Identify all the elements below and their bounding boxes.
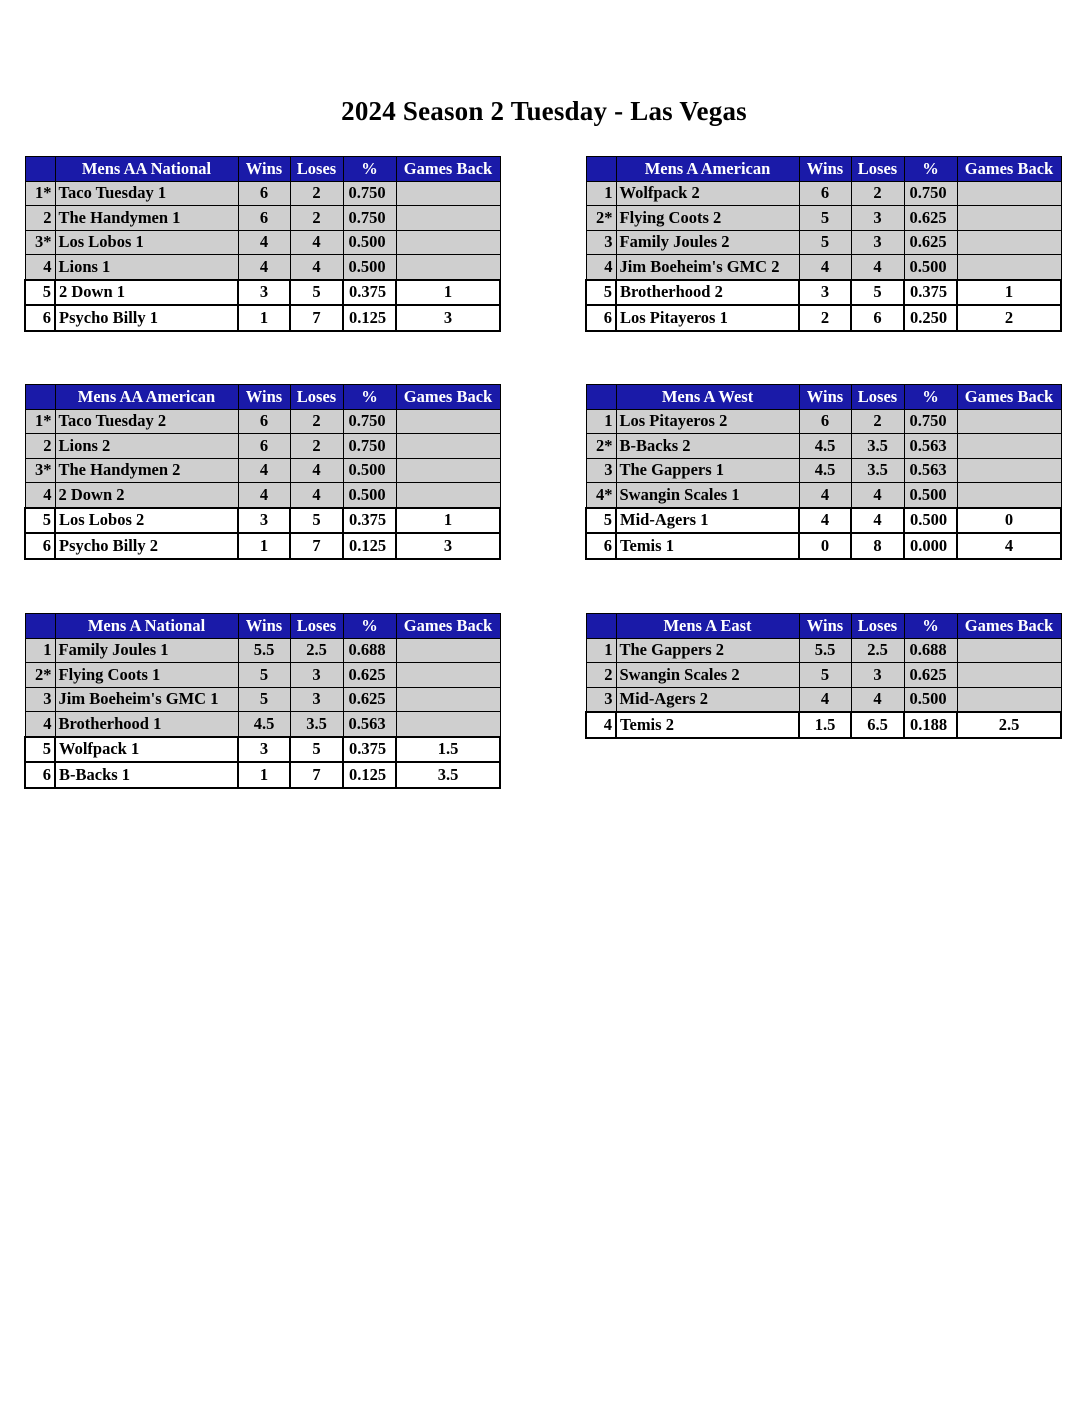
wins-cell: 2	[799, 305, 851, 331]
games-back-cell	[396, 687, 500, 712]
pct-cell: 0.563	[904, 458, 957, 483]
games-back-cell	[957, 663, 1061, 688]
wins-cell: 6	[238, 409, 290, 434]
team-name-cell: Taco Tuesday 2	[55, 409, 238, 434]
team-name-cell: Los Pitayeros 2	[616, 409, 799, 434]
table-row	[586, 712, 1061, 738]
page-title: 2024 Season 2 Tuesday - Las Vegas	[341, 96, 747, 126]
loses-header: Loses	[851, 385, 904, 410]
pct-cell: 0.750	[343, 434, 396, 459]
wins-header: Wins	[238, 614, 290, 639]
pct-header: %	[343, 385, 396, 410]
pct-cell: 0.500	[343, 458, 396, 483]
rank-cell: 2	[25, 434, 55, 459]
rank-cell: 4	[586, 255, 616, 280]
pct-cell: 0.500	[904, 508, 957, 534]
team-name-cell: The Gappers 1	[616, 458, 799, 483]
wins-cell: 5	[799, 230, 851, 255]
division-table	[24, 613, 501, 789]
rank-cell: 6	[25, 305, 55, 331]
pct-cell: 0.688	[904, 638, 957, 663]
team-name-cell: Psycho Billy 2	[55, 533, 238, 559]
wins-cell: 4	[799, 483, 851, 508]
table-row	[25, 181, 500, 206]
loses-cell: 4	[290, 458, 343, 483]
games-back-cell	[396, 712, 500, 737]
team-name-cell: Wolfpack 1	[55, 737, 238, 763]
loses-cell: 3	[851, 663, 904, 688]
games-back-cell: 1	[957, 280, 1061, 306]
games-back-header: Games Back	[957, 385, 1061, 410]
loses-cell: 4	[851, 687, 904, 712]
pct-cell: 0.000	[904, 533, 957, 559]
rank-cell: 5	[586, 508, 616, 534]
wins-cell: 5.5	[238, 638, 290, 663]
division-name: Mens AA National	[55, 157, 238, 182]
loses-cell: 3.5	[290, 712, 343, 737]
wins-cell: 5	[238, 687, 290, 712]
loses-cell: 2	[290, 206, 343, 231]
team-name-cell: Lions 2	[55, 434, 238, 459]
table-row	[25, 687, 500, 712]
loses-header: Loses	[290, 614, 343, 639]
table-row	[586, 434, 1061, 459]
rank-cell: 1	[586, 409, 616, 434]
pct-header: %	[904, 157, 957, 182]
table-row	[25, 230, 500, 255]
team-name-cell: 2 Down 2	[55, 483, 238, 508]
division-table	[585, 384, 1062, 560]
team-name-cell: The Gappers 2	[616, 638, 799, 663]
rank-cell: 6	[586, 533, 616, 559]
games-back-cell	[957, 687, 1061, 712]
pct-cell: 0.625	[343, 687, 396, 712]
division-table	[585, 156, 1062, 332]
games-back-cell	[396, 255, 500, 280]
wins-header: Wins	[238, 157, 290, 182]
table-row	[25, 458, 500, 483]
games-back-cell	[957, 181, 1061, 206]
rank-cell: 6	[586, 305, 616, 331]
loses-cell: 3	[851, 206, 904, 231]
games-back-cell	[396, 206, 500, 231]
team-name-cell: Swangin Scales 1	[616, 483, 799, 508]
table-row	[25, 280, 500, 306]
team-name-cell: B-Backs 1	[55, 762, 238, 788]
team-name-cell: Flying Coots 2	[616, 206, 799, 231]
loses-cell: 4	[290, 255, 343, 280]
loses-cell: 2.5	[851, 638, 904, 663]
division-header-row	[586, 614, 1061, 639]
table-row	[586, 181, 1061, 206]
pct-header: %	[904, 385, 957, 410]
rank-cell: 2*	[25, 663, 55, 688]
wins-cell: 5	[238, 663, 290, 688]
loses-cell: 3	[290, 663, 343, 688]
team-name-cell: 2 Down 1	[55, 280, 238, 306]
games-back-header: Games Back	[396, 157, 500, 182]
team-name-cell: Lions 1	[55, 255, 238, 280]
loses-header: Loses	[851, 614, 904, 639]
loses-header: Loses	[290, 385, 343, 410]
loses-cell: 5	[290, 280, 343, 306]
division-header-row	[586, 157, 1061, 182]
loses-cell: 4	[290, 230, 343, 255]
team-name-cell: Wolfpack 2	[616, 181, 799, 206]
wins-cell: 1.5	[799, 712, 851, 738]
table-row	[586, 280, 1061, 306]
pct-cell: 0.500	[904, 687, 957, 712]
rank-cell: 4	[25, 255, 55, 280]
team-name-cell: Los Pitayeros 1	[616, 305, 799, 331]
pct-cell: 0.375	[343, 280, 396, 306]
table-row	[586, 638, 1061, 663]
pct-cell: 0.125	[343, 305, 396, 331]
division-name: Mens A American	[616, 157, 799, 182]
games-back-cell: 1	[396, 280, 500, 306]
division-table	[24, 156, 501, 332]
wins-cell: 4	[799, 508, 851, 534]
rank-cell: 4	[25, 483, 55, 508]
games-back-cell	[957, 434, 1061, 459]
team-name-cell: Jim Boeheim's GMC 2	[616, 255, 799, 280]
table-row	[586, 508, 1061, 534]
pct-cell: 0.250	[904, 305, 957, 331]
games-back-cell	[396, 638, 500, 663]
games-back-cell	[396, 230, 500, 255]
games-back-cell	[396, 663, 500, 688]
table-row	[25, 712, 500, 737]
games-back-cell	[396, 181, 500, 206]
rank-cell: 1	[25, 638, 55, 663]
loses-cell: 5	[851, 280, 904, 306]
rank-cell: 1	[586, 181, 616, 206]
loses-header: Loses	[290, 157, 343, 182]
rank-cell: 2	[586, 663, 616, 688]
rank-cell: 5	[25, 737, 55, 763]
loses-cell: 4	[851, 255, 904, 280]
loses-cell: 3.5	[851, 434, 904, 459]
wins-cell: 4	[238, 230, 290, 255]
rank-header-cell	[586, 614, 616, 639]
loses-cell: 7	[290, 305, 343, 331]
table-row	[586, 230, 1061, 255]
games-back-cell	[396, 458, 500, 483]
games-back-cell	[957, 638, 1061, 663]
division-header-row	[25, 385, 500, 410]
wins-cell: 3	[238, 508, 290, 534]
wins-cell: 6	[799, 409, 851, 434]
loses-cell: 2	[290, 409, 343, 434]
wins-cell: 4	[238, 483, 290, 508]
wins-cell: 6	[799, 181, 851, 206]
wins-cell: 3	[799, 280, 851, 306]
pct-cell: 0.188	[904, 712, 957, 738]
rank-header-cell	[25, 614, 55, 639]
pct-cell: 0.750	[343, 409, 396, 434]
division-name: Mens AA American	[55, 385, 238, 410]
pct-cell: 0.750	[343, 181, 396, 206]
loses-cell: 2	[851, 409, 904, 434]
rank-cell: 2*	[586, 434, 616, 459]
division-header-row	[586, 385, 1061, 410]
pct-cell: 0.563	[904, 434, 957, 459]
wins-cell: 3	[238, 280, 290, 306]
pct-cell: 0.500	[904, 255, 957, 280]
loses-cell: 7	[290, 533, 343, 559]
wins-cell: 4	[238, 255, 290, 280]
games-back-cell	[957, 458, 1061, 483]
pct-cell: 0.750	[343, 206, 396, 231]
table-row	[586, 206, 1061, 231]
team-name-cell: Brotherhood 2	[616, 280, 799, 306]
wins-header: Wins	[238, 385, 290, 410]
rank-cell: 1*	[25, 181, 55, 206]
wins-cell: 1	[238, 762, 290, 788]
games-back-cell	[957, 255, 1061, 280]
games-back-cell: 4	[957, 533, 1061, 559]
wins-header: Wins	[799, 614, 851, 639]
rank-cell: 4*	[586, 483, 616, 508]
loses-cell: 6	[851, 305, 904, 331]
wins-cell: 5	[799, 206, 851, 231]
table-row	[25, 508, 500, 534]
loses-cell: 7	[290, 762, 343, 788]
pct-cell: 0.750	[904, 181, 957, 206]
table-row	[586, 458, 1061, 483]
loses-cell: 5	[290, 508, 343, 534]
table-row	[25, 663, 500, 688]
games-back-cell	[957, 206, 1061, 231]
table-row	[25, 305, 500, 331]
division-header-row	[25, 614, 500, 639]
pct-cell: 0.500	[343, 483, 396, 508]
team-name-cell: The Handymen 1	[55, 206, 238, 231]
division-name: Mens A West	[616, 385, 799, 410]
loses-cell: 5	[290, 737, 343, 763]
loses-cell: 2	[851, 181, 904, 206]
team-name-cell: Temis 2	[616, 712, 799, 738]
games-back-cell: 0	[957, 508, 1061, 534]
team-name-cell: The Handymen 2	[55, 458, 238, 483]
team-name-cell: Family Joules 2	[616, 230, 799, 255]
rank-header-cell	[586, 157, 616, 182]
wins-cell: 5	[799, 663, 851, 688]
rank-cell: 4	[25, 712, 55, 737]
team-name-cell: Family Joules 1	[55, 638, 238, 663]
rank-cell: 3	[586, 458, 616, 483]
loses-cell: 8	[851, 533, 904, 559]
table-row	[25, 206, 500, 231]
wins-cell: 1	[238, 305, 290, 331]
games-back-cell	[957, 483, 1061, 508]
loses-cell: 2	[290, 181, 343, 206]
table-row	[586, 533, 1061, 559]
pct-cell: 0.625	[904, 230, 957, 255]
loses-cell: 6.5	[851, 712, 904, 738]
pct-header: %	[343, 614, 396, 639]
rank-cell: 1*	[25, 409, 55, 434]
wins-cell: 0	[799, 533, 851, 559]
team-name-cell: Los Lobos 1	[55, 230, 238, 255]
table-row	[25, 737, 500, 763]
division-table	[585, 613, 1062, 739]
table-row	[586, 663, 1061, 688]
pct-cell: 0.625	[904, 206, 957, 231]
games-back-cell	[957, 230, 1061, 255]
pct-cell: 0.375	[904, 280, 957, 306]
games-back-cell	[396, 483, 500, 508]
team-name-cell: Brotherhood 1	[55, 712, 238, 737]
team-name-cell: Los Lobos 2	[55, 508, 238, 534]
wins-cell: 4.5	[799, 434, 851, 459]
rank-cell: 2	[25, 206, 55, 231]
games-back-header: Games Back	[957, 614, 1061, 639]
pct-cell: 0.375	[343, 508, 396, 534]
wins-cell: 3	[238, 737, 290, 763]
loses-header: Loses	[851, 157, 904, 182]
table-row	[586, 305, 1061, 331]
pct-header: %	[343, 157, 396, 182]
loses-cell: 3.5	[851, 458, 904, 483]
rank-cell: 1	[586, 638, 616, 663]
games-back-cell: 3	[396, 305, 500, 331]
pct-cell: 0.500	[343, 255, 396, 280]
wins-cell: 4	[238, 458, 290, 483]
loses-cell: 4	[851, 508, 904, 534]
games-back-header: Games Back	[396, 385, 500, 410]
pct-cell: 0.375	[343, 737, 396, 763]
table-row	[586, 687, 1061, 712]
team-name-cell: Swangin Scales 2	[616, 663, 799, 688]
wins-cell: 6	[238, 181, 290, 206]
wins-cell: 4.5	[799, 458, 851, 483]
rank-cell: 3	[586, 230, 616, 255]
loses-cell: 4	[851, 483, 904, 508]
team-name-cell: Temis 1	[616, 533, 799, 559]
wins-header: Wins	[799, 157, 851, 182]
rank-cell: 6	[25, 533, 55, 559]
team-name-cell: B-Backs 2	[616, 434, 799, 459]
games-back-cell: 1	[396, 508, 500, 534]
rank-header-cell	[25, 157, 55, 182]
games-back-header: Games Back	[396, 614, 500, 639]
rank-header-cell	[586, 385, 616, 410]
wins-cell: 4	[799, 255, 851, 280]
wins-cell: 1	[238, 533, 290, 559]
rank-cell: 4	[586, 712, 616, 738]
loses-cell: 4	[290, 483, 343, 508]
games-back-cell	[396, 409, 500, 434]
team-name-cell: Mid-Agers 1	[616, 508, 799, 534]
team-name-cell: Taco Tuesday 1	[55, 181, 238, 206]
team-name-cell: Mid-Agers 2	[616, 687, 799, 712]
pct-cell: 0.750	[904, 409, 957, 434]
table-row	[25, 255, 500, 280]
pct-cell: 0.500	[904, 483, 957, 508]
games-back-cell: 2	[957, 305, 1061, 331]
pct-cell: 0.688	[343, 638, 396, 663]
loses-cell: 2	[290, 434, 343, 459]
table-row	[586, 255, 1061, 280]
pct-cell: 0.625	[904, 663, 957, 688]
wins-cell: 6	[238, 206, 290, 231]
table-row	[586, 409, 1061, 434]
loses-cell: 3	[290, 687, 343, 712]
table-row	[25, 762, 500, 788]
rank-cell: 6	[25, 762, 55, 788]
pct-cell: 0.500	[343, 230, 396, 255]
games-back-cell: 3.5	[396, 762, 500, 788]
table-row	[25, 533, 500, 559]
team-name-cell: Flying Coots 1	[55, 663, 238, 688]
rank-cell: 5	[586, 280, 616, 306]
loses-cell: 2.5	[290, 638, 343, 663]
team-name-cell: Jim Boeheim's GMC 1	[55, 687, 238, 712]
games-back-cell	[396, 434, 500, 459]
games-back-cell: 2.5	[957, 712, 1061, 738]
games-back-cell: 1.5	[396, 737, 500, 763]
rank-cell: 3*	[25, 458, 55, 483]
rank-cell: 3	[25, 687, 55, 712]
rank-header-cell	[25, 385, 55, 410]
wins-header: Wins	[799, 385, 851, 410]
rank-cell: 5	[25, 508, 55, 534]
rank-cell: 3*	[25, 230, 55, 255]
pct-header: %	[904, 614, 957, 639]
pct-cell: 0.563	[343, 712, 396, 737]
table-row	[25, 434, 500, 459]
pct-cell: 0.625	[343, 663, 396, 688]
division-header-row	[25, 157, 500, 182]
wins-cell: 6	[238, 434, 290, 459]
games-back-cell: 3	[396, 533, 500, 559]
table-row	[25, 409, 500, 434]
division-name: Mens A East	[616, 614, 799, 639]
games-back-cell	[957, 409, 1061, 434]
rank-cell: 3	[586, 687, 616, 712]
wins-cell: 4	[799, 687, 851, 712]
pct-cell: 0.125	[343, 762, 396, 788]
wins-cell: 5.5	[799, 638, 851, 663]
division-name: Mens A National	[55, 614, 238, 639]
table-row	[586, 483, 1061, 508]
games-back-header: Games Back	[957, 157, 1061, 182]
table-row	[25, 638, 500, 663]
loses-cell: 3	[851, 230, 904, 255]
rank-cell: 5	[25, 280, 55, 306]
division-table	[24, 384, 501, 560]
rank-cell: 2*	[586, 206, 616, 231]
team-name-cell: Psycho Billy 1	[55, 305, 238, 331]
pct-cell: 0.125	[343, 533, 396, 559]
table-row	[25, 483, 500, 508]
wins-cell: 4.5	[238, 712, 290, 737]
